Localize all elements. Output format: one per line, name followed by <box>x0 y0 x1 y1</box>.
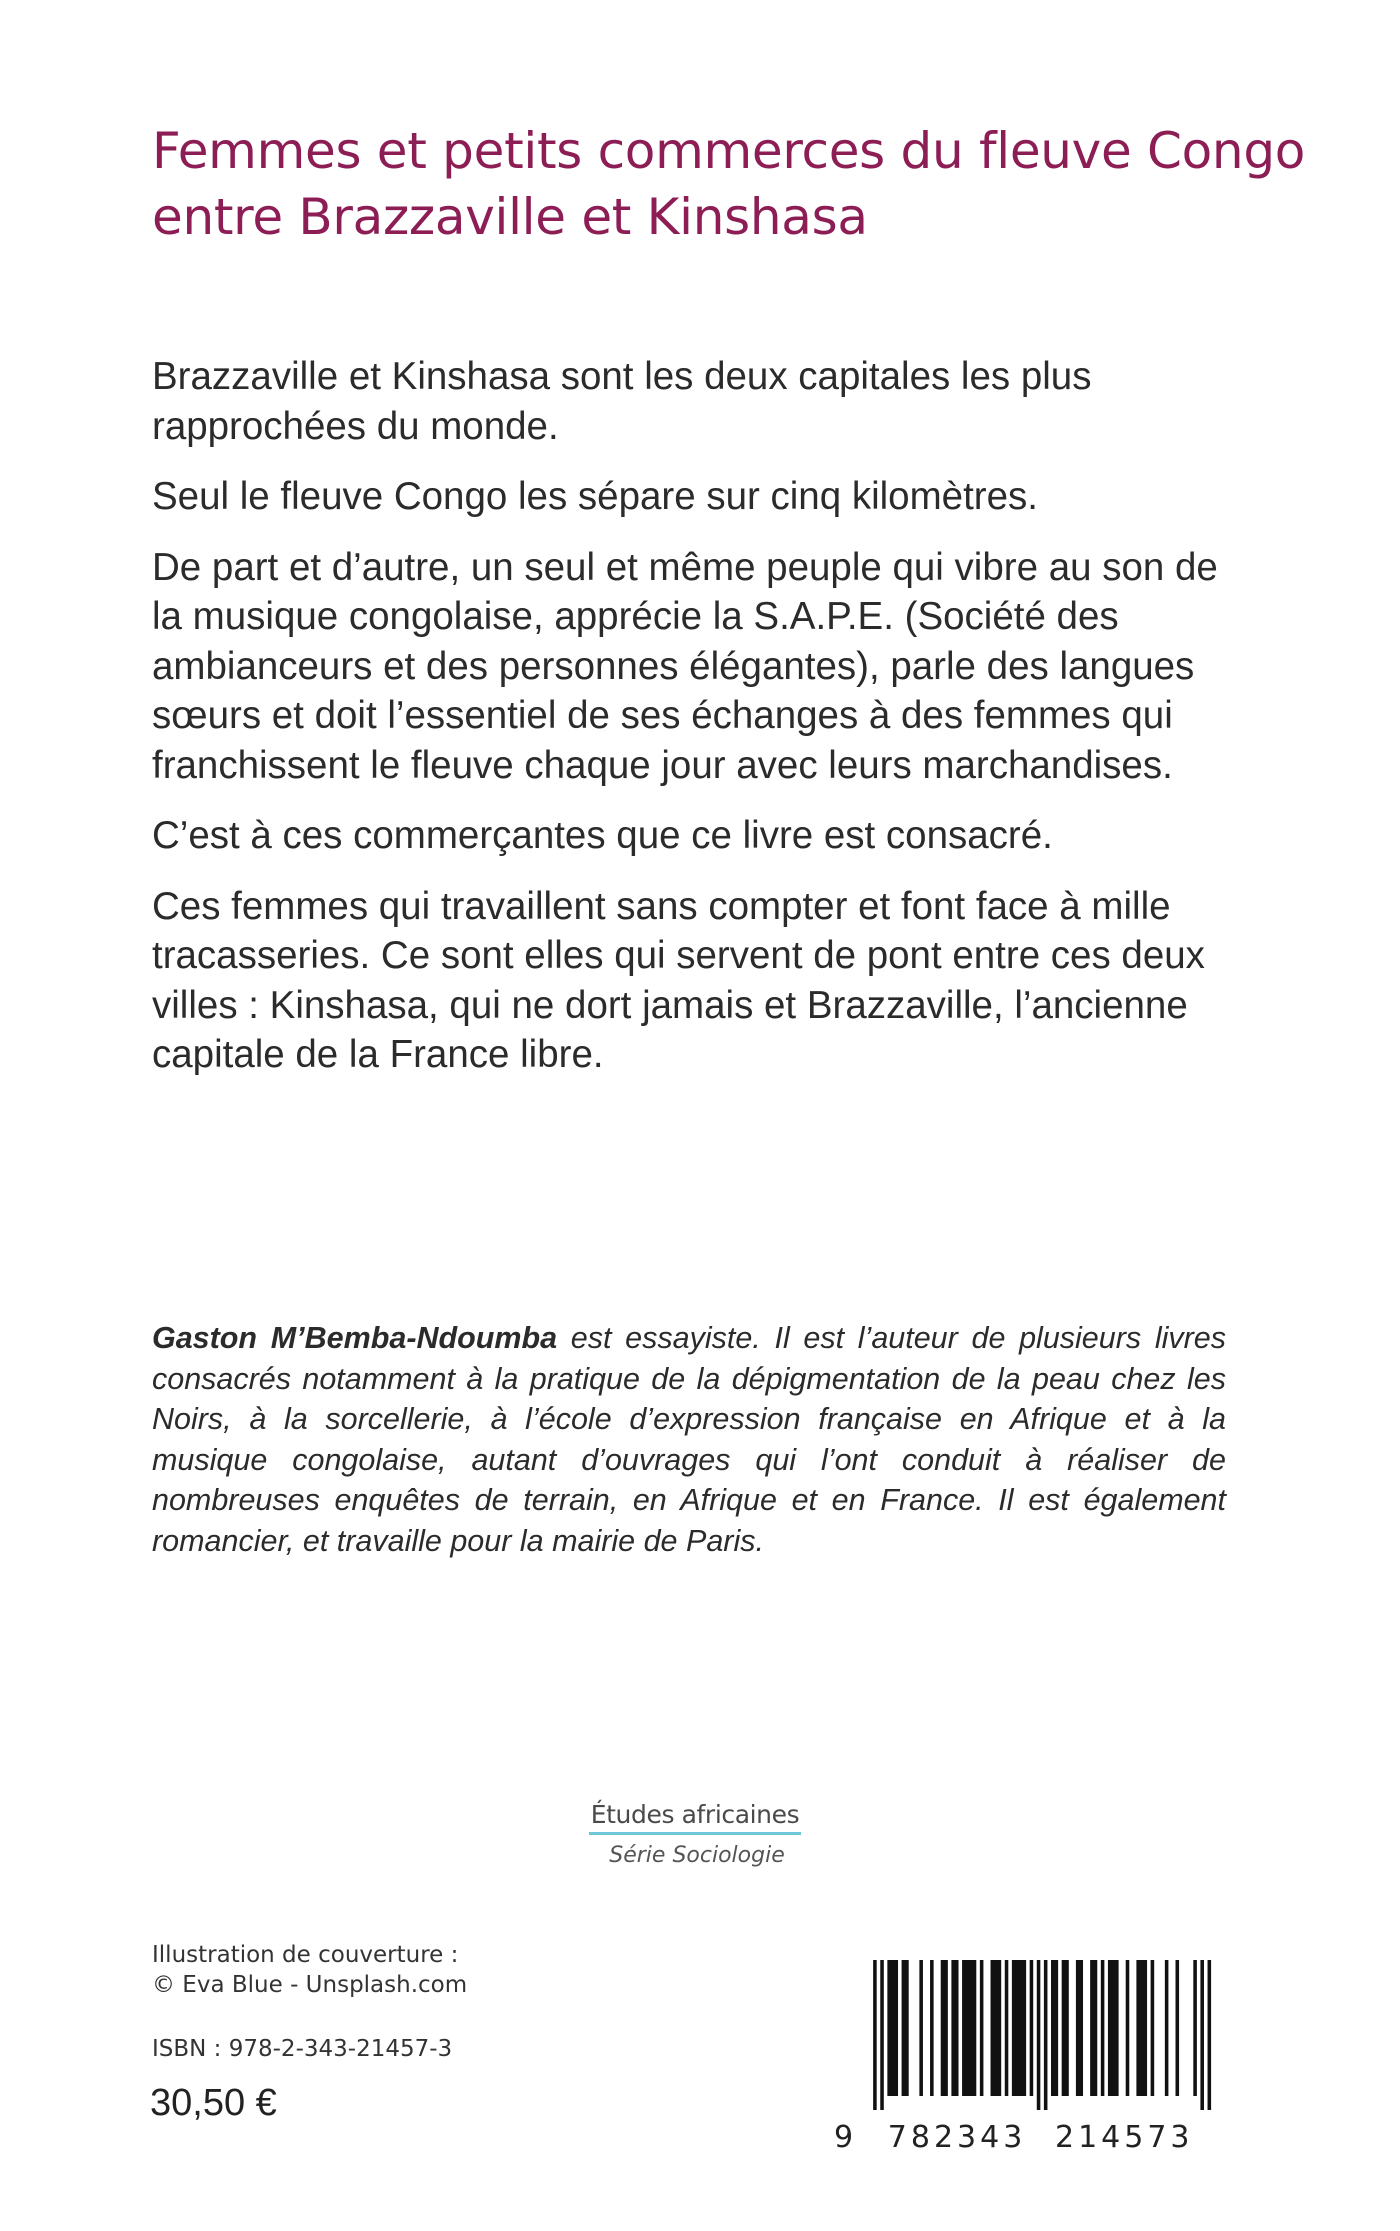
price: 30,50 € <box>150 2082 277 2124</box>
barcode-first-digit: 9 <box>834 2120 854 2155</box>
blurb-paragraph-4: C’est à ces commerçantes que ce livre est consacré. <box>152 814 1053 857</box>
barcode-guard-bar <box>873 1960 877 2110</box>
blurb-paragraph-1: Brazzaville et Kinshasa sont les deux capitales les plus rapprochées du monde. <box>152 355 1092 448</box>
barcode-bar <box>1090 1960 1097 2096</box>
barcode-bar <box>902 1960 909 2096</box>
series-subtitle: Série Sociologie <box>609 1843 785 1868</box>
barcode-right-group: 214573 <box>1055 2120 1194 2155</box>
barcode-bar <box>1005 1960 1009 2096</box>
barcode-bar <box>1051 1960 1058 2096</box>
barcode-bar <box>1176 1960 1180 2096</box>
barcode-bar <box>1136 1960 1147 2096</box>
book-title-line-2: entre Brazzaville et Kinshasa <box>152 188 868 246</box>
barcode-bar <box>887 1960 898 2096</box>
barcode-guard-bar <box>880 1960 884 2110</box>
barcode-bar <box>1062 1960 1069 2096</box>
cover-credit-label: Illustration de couverture : <box>152 1942 459 1968</box>
barcode-digits <box>834 2120 1236 2156</box>
barcode-guard-bar <box>1044 1960 1048 2110</box>
author-bio <box>152 1318 1226 1561</box>
barcode-bar <box>1076 1960 1083 2096</box>
blurb <box>152 352 1234 1101</box>
barcode <box>834 1960 1236 2110</box>
barcode-bar <box>1193 1960 1197 2096</box>
barcode-guard-bar <box>1037 1960 1041 2110</box>
series-name: Études africaines <box>589 1800 801 1835</box>
barcode-bar <box>1101 1960 1105 2096</box>
series-logo <box>0 1800 1400 1868</box>
barcode-bar <box>980 1960 984 2096</box>
book-title <box>152 118 1306 250</box>
barcode-bar <box>962 1960 976 2096</box>
barcode-bar <box>941 1960 948 2096</box>
isbn: ISBN : 978-2-343-21457-3 <box>152 2036 453 2062</box>
barcode-left-group: 782343 <box>887 2120 1027 2155</box>
barcode-bar <box>930 1960 934 2096</box>
author-bio-text: est essayiste. Il est l’auteur de plusieurs livres consacrés notamment à la pratique de la dépigmentation de la peau chez les Noirs, à la sorcellerie, à l’école d’expression française en Afrique et à la musique congolaise, autant d’ouvrages qui l’ont conduit à réaliser de nombreuses enquêtes de terrain, en Afrique et en France. Il est également romancier, et travaille pour la mairie de Paris. <box>152 1321 1226 1558</box>
barcode-bar <box>951 1960 958 2096</box>
barcode-guard-bar <box>1200 1960 1204 2110</box>
barcode-guard-bar <box>1208 1960 1212 2110</box>
author-name: Gaston M’Bemba-Ndoumba <box>152 1321 558 1355</box>
cover-credit-source: © Eva Blue - Unsplash.com <box>152 1972 468 1998</box>
blurb-paragraph-5: Ces femmes qui travaillent sans compter et font face à mille tracasseries. Ce sont elles qui servent de pont entre ces deux villes : Kinshasa, qui ne dort jamais et Brazzaville, l’ancienne capitale de la France libre. <box>152 884 1205 1076</box>
barcode-bar <box>1108 1960 1119 2096</box>
barcode-bar <box>1012 1960 1026 2096</box>
book-title-line-1: Femmes et petits commerces du fleuve Congo <box>152 122 1306 180</box>
barcode-bar <box>1151 1960 1155 2096</box>
cover-credit <box>152 1940 467 2000</box>
barcode-bar <box>919 1960 923 2096</box>
barcode-bar <box>1165 1960 1169 2096</box>
barcode-bar <box>1030 1960 1034 2096</box>
blurb-paragraph-2: Seul le fleuve Congo les sépare sur cinq kilomètres. <box>152 475 1038 518</box>
barcode-bar <box>1126 1960 1130 2096</box>
blurb-paragraph-3: De part et d’autre, un seul et même peuple qui vibre au son de la musique congolaise, apprécie la S.A.P.E. (Société des ambianceurs et des personnes élégantes), parle des langues sœurs et doit l’essentiel de ses échanges à des femmes qui franchissent le fleuve chaque jour avec leurs marchandises. <box>152 545 1218 787</box>
barcode-bar <box>991 1960 1002 2096</box>
